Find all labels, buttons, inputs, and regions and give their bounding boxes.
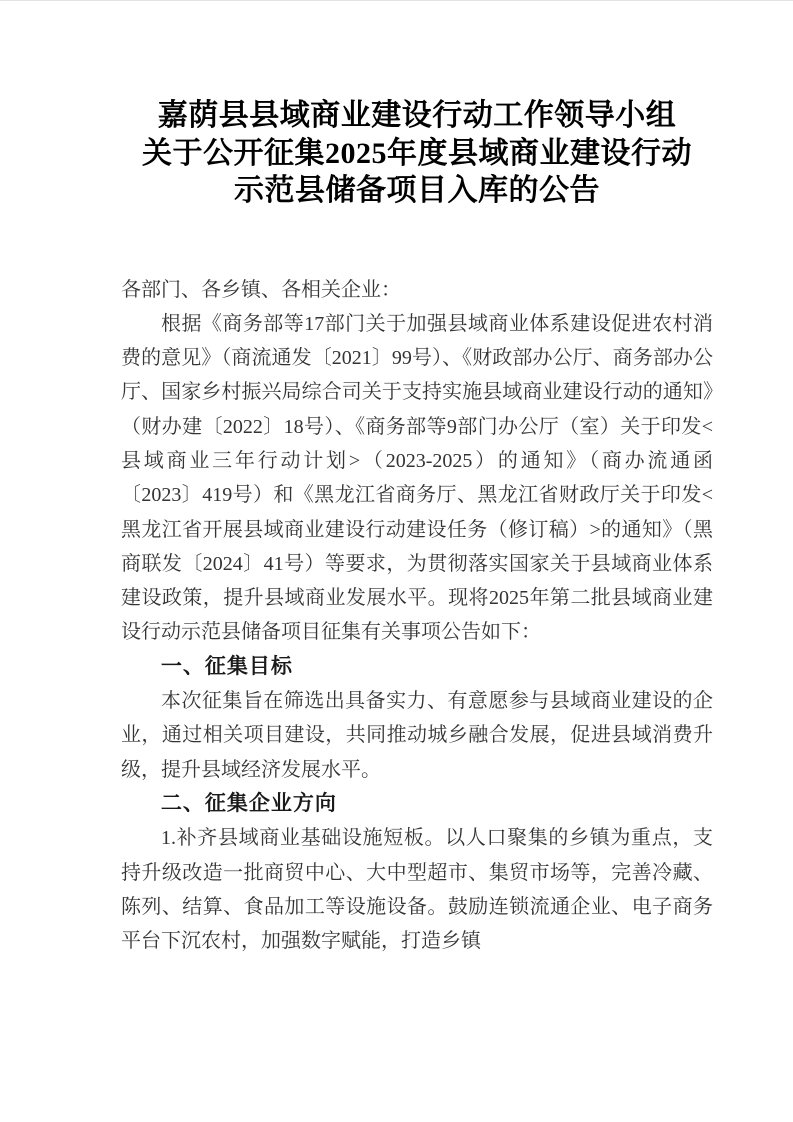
title-line-1: 嘉荫县县域商业建设行动工作领导小组: [157, 99, 677, 132]
document-title: [121, 97, 713, 210]
section-heading-1: 一、征集目标: [160, 654, 293, 678]
title-line-2: 关于公开征集2025年度县域商业建设行动: [142, 136, 692, 170]
title-line-3: 示范县储备项目入库的公告: [234, 174, 600, 207]
section-heading-2: 二、征集企业方向: [160, 791, 337, 815]
document-content: [121, 97, 713, 958]
document-body: [121, 273, 713, 959]
section-2-paragraph: 1.补齐县域商业基础设施短板。以人口聚集的乡镇为重点，支持升级改造一批商贸中心、大中型超市、集贸市场等，完善冷藏、陈列、结算、食品加工等设施设备。鼓励连锁流通企业、电子商务平台下沉农村，加强数字赋能，打造乡镇: [121, 827, 713, 953]
intro-paragraph: 根据《商务部等17部门关于加强县域商业体系建设促进农村消费的意见》（商流通发〔2021〕99号）、《财政部办公厅、商务部办公厅、国家乡村振兴局综合司关于支持实施县域商业建设行动的通知》（财办建〔2022〕18号）、《商务部等9部门办公厅（室）关于印发<县域商业三年行动计划>（2023-2025）的通知》（商办流通函〔2023〕419号）和《黑龙江省商务厅、黑龙江省财政厅关于印发<黑龙江省开展县域商业建设行动建设任务（修订稿）>的通知》（黑商联发〔2024〕41号）等要求，为贯彻落实国家关于县域商业体系建设政策，提升县域商业发展水平。现将2025年第二批县域商业建设行动示范县储备项目征集有关事项公告如下：: [121, 312, 713, 644]
salutation: 各部门、各乡镇、各相关企业：: [121, 278, 401, 301]
section-1-paragraph: 本次征集旨在筛选出具备实力、有意愿参与县域商业建设的企业，通过相关项目建设，共同推动城乡融合发展，促进县域消费升级，提升县域经济发展水平。: [121, 690, 713, 781]
